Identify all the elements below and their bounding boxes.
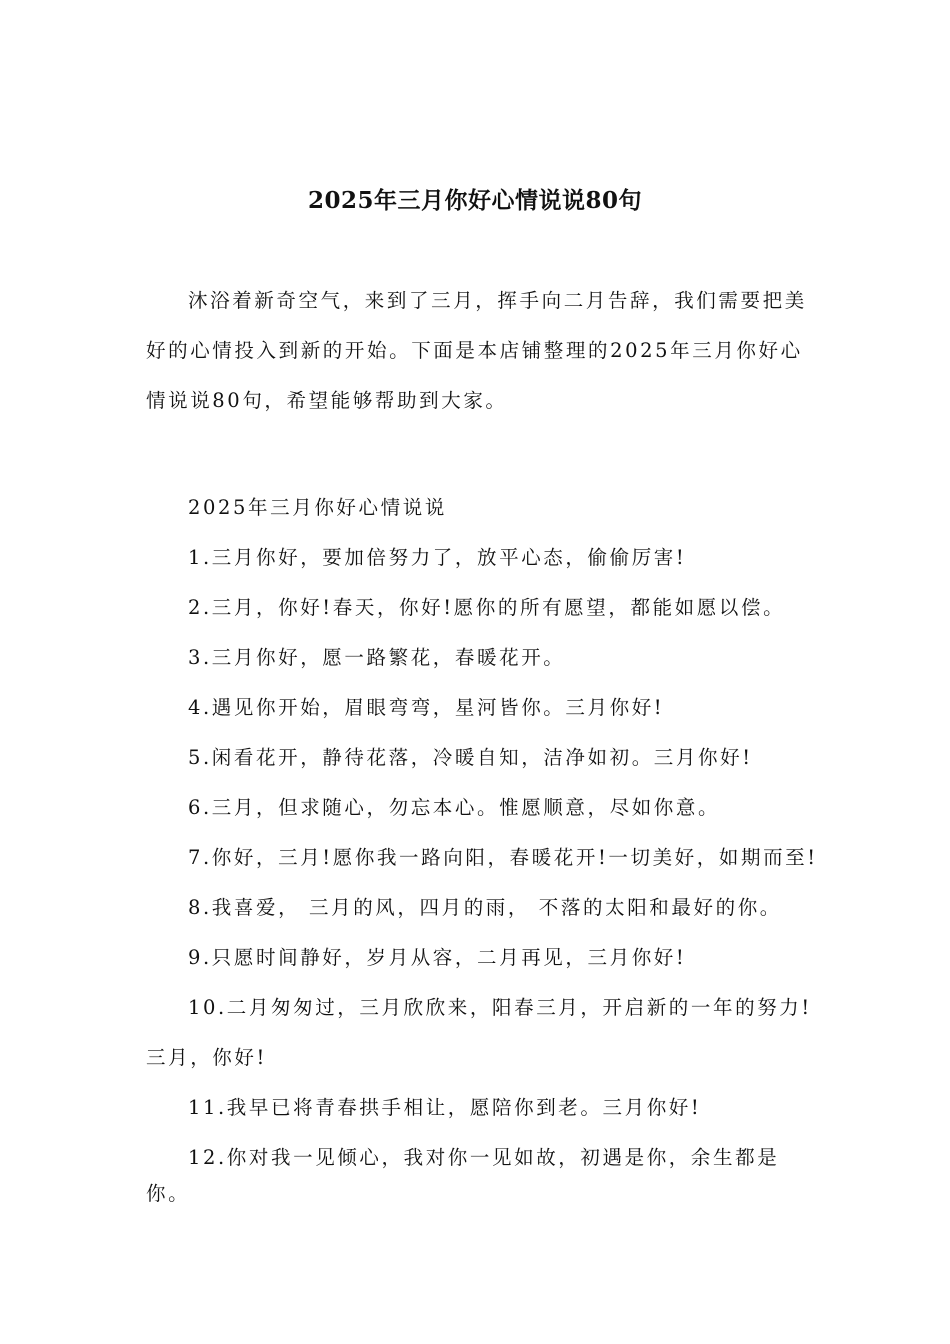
list-item: 12.你对我一见倾心，我对你一见如故，初遇是你，余生都是你。	[146, 1146, 780, 1205]
list-item: 1.三月你好，要加倍努力了，放平心态，偷偷厉害!	[188, 546, 687, 569]
list-item: 6.三月，但求随心，勿忘本心。惟愿顺意，尽如你意。	[188, 796, 721, 819]
list-item: 4.遇见你开始，眉眼弯弯，星河皆你。三月你好!	[188, 696, 665, 719]
list-item: 5.闲看花开，静待花落，冷暖自知，洁净如初。三月你好!	[188, 746, 753, 769]
section-heading: 2025年三月你好心情说说	[188, 496, 447, 519]
list-item: 2.三月，你好!春天，你好!愿你的所有愿望，都能如愿以偿。	[188, 596, 786, 619]
list-item: 9.只愿时间静好，岁月从容，二月再见，三月你好!	[188, 946, 687, 969]
document-body	[146, 283, 822, 1226]
document-title: 2025年三月你好心情说说80句	[307, 187, 643, 214]
intro-paragraph: 沐浴着新奇空气，来到了三月，挥手向二月告辞，我们需要把美好的心情投入到新的开始。下面是本店铺整理的2025年三月你好心情说说80句，希望能够帮助到大家。	[146, 289, 807, 412]
list-item: 8.我喜爱， 三月的风，四月的雨， 不落的太阳和最好的你。	[188, 896, 782, 919]
list-item: 3.三月你好，愿一路繁花，春暖花开。	[188, 646, 566, 669]
list-item: 10.二月匆匆过，三月欣欣来，阳春三月，开启新的一年的努力!三月，你好!	[146, 996, 812, 1069]
list-item: 11.我早已将青春拱手相让，愿陪你到老。三月你好!	[188, 1096, 702, 1119]
list-item: 7.你好，三月!愿你我一路向阳，春暖花开!一切美好，如期而至!	[188, 846, 818, 869]
